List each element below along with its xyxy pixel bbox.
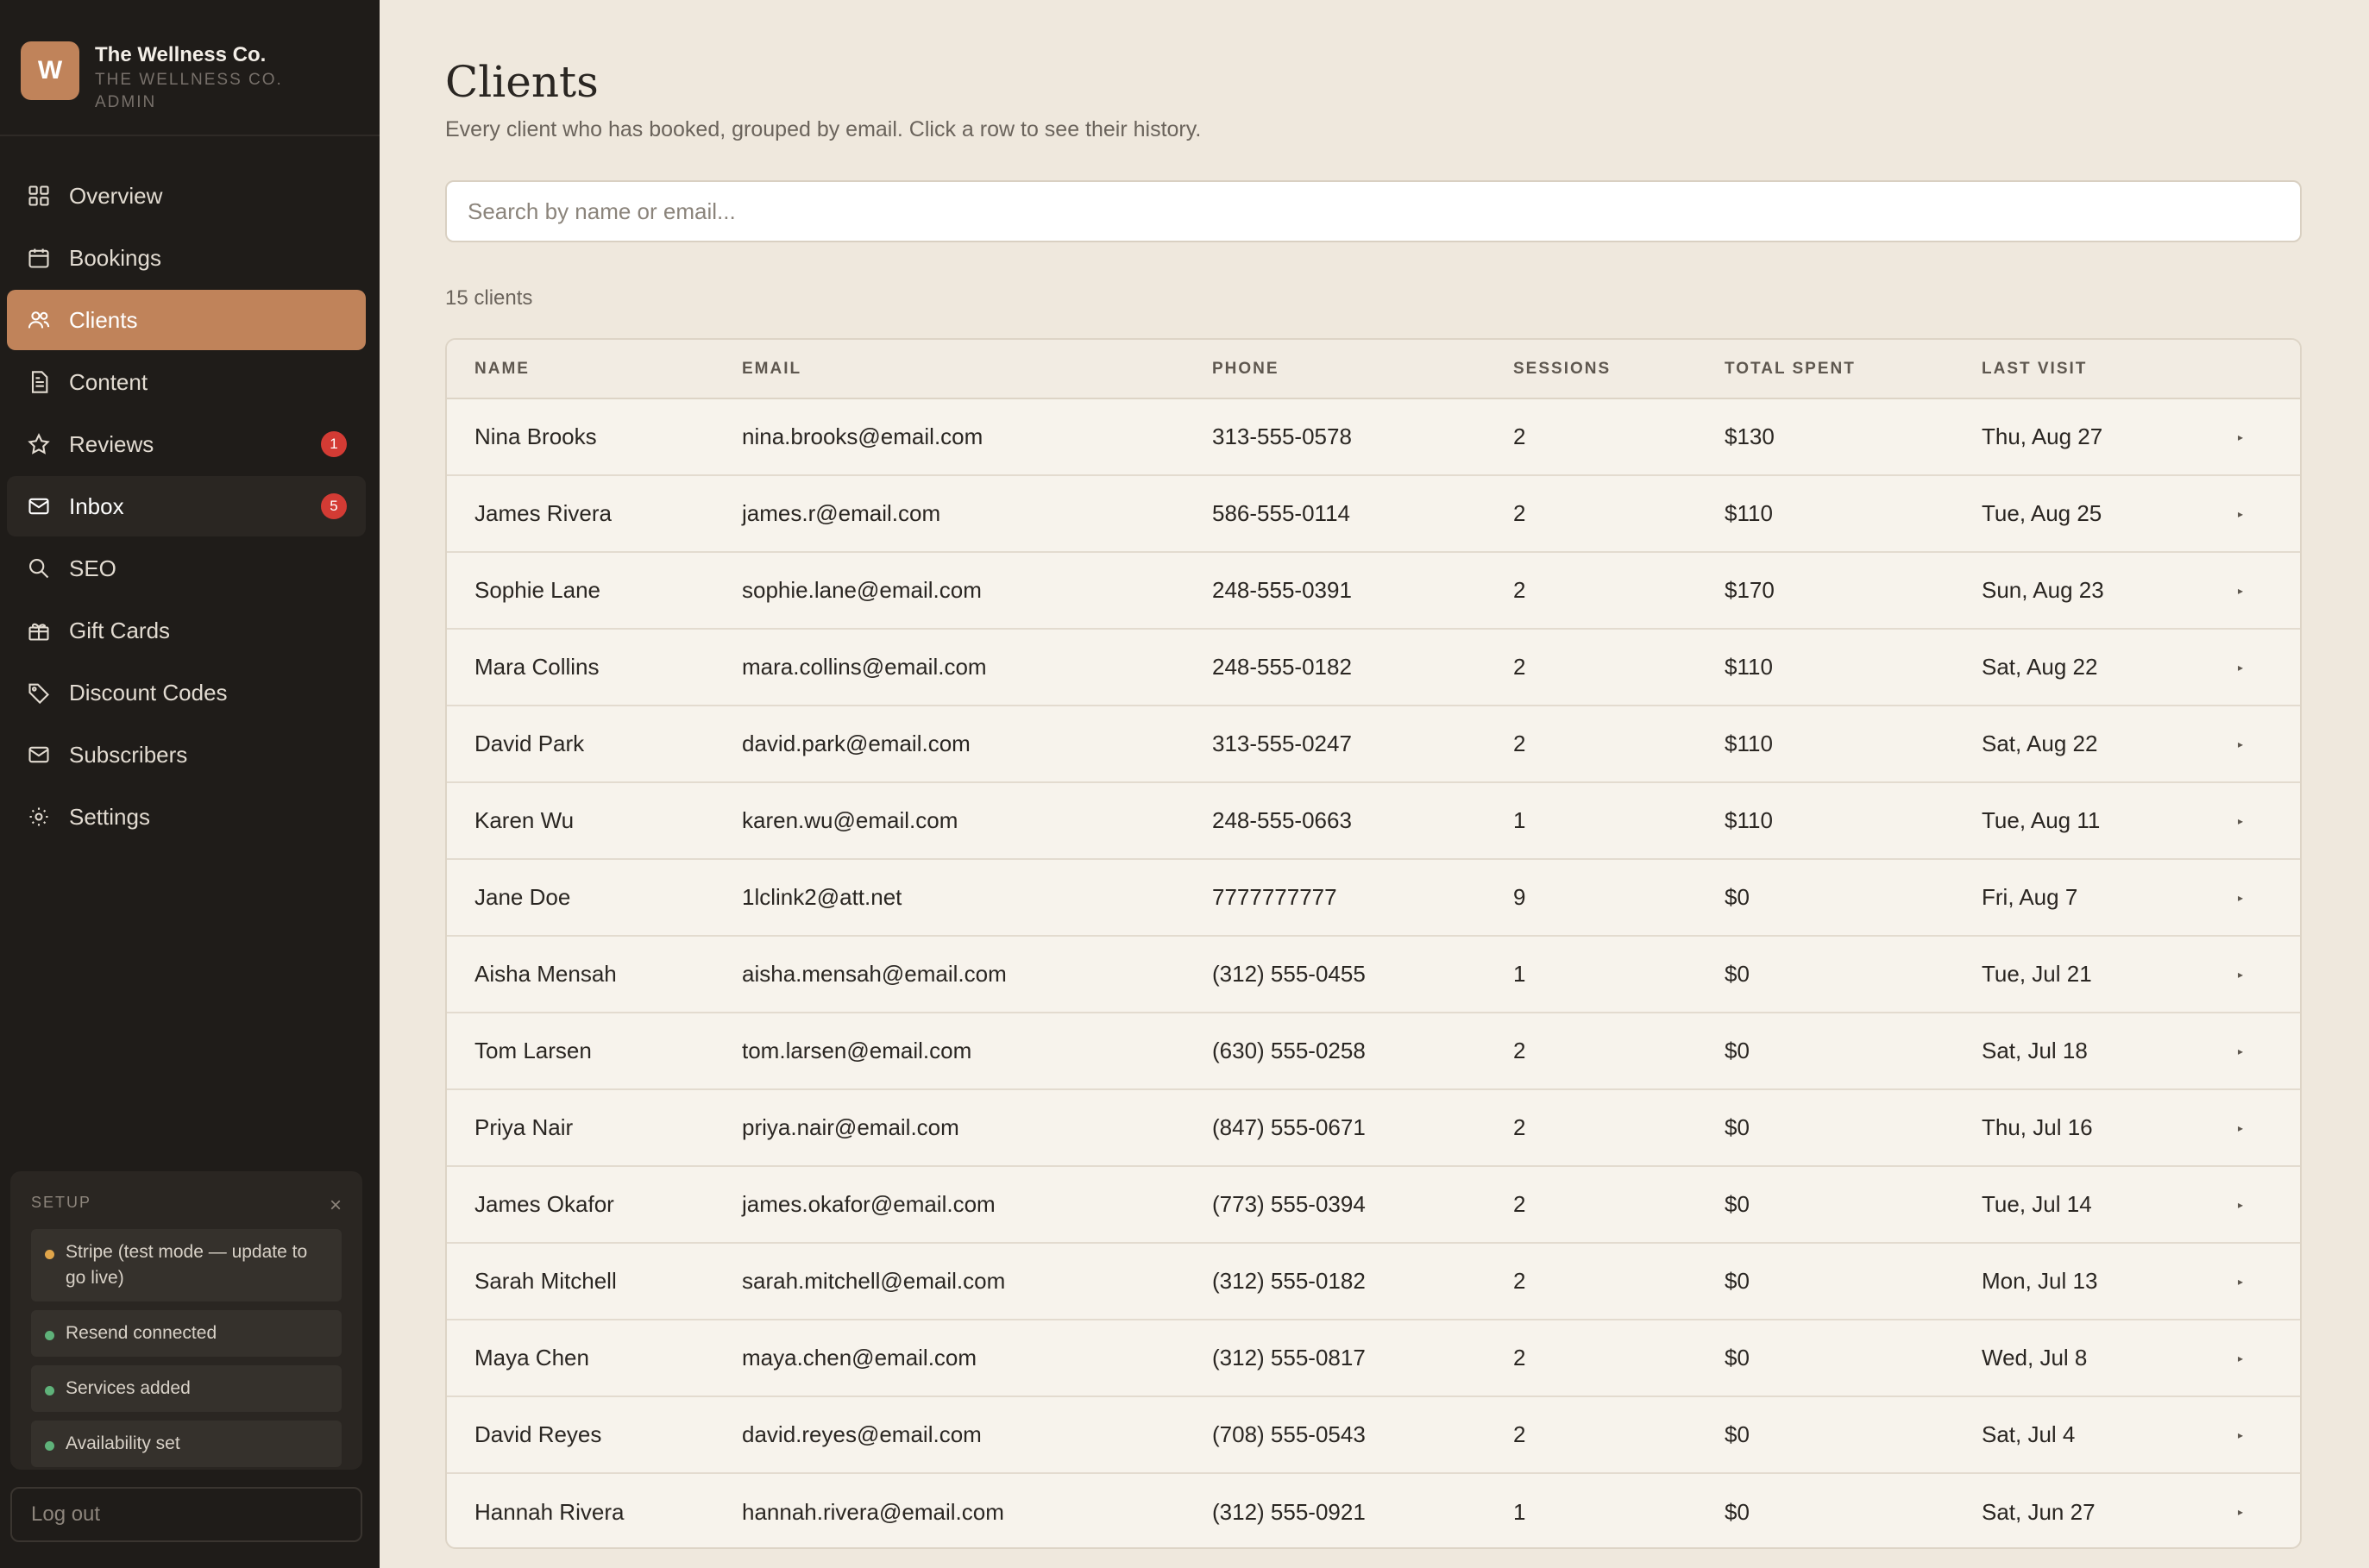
client-sessions: 2 <box>1513 629 1725 706</box>
client-phone: (312) 555-0921 <box>1212 1498 1366 1525</box>
client-sessions: 1 <box>1513 936 1725 1013</box>
client-name: Sophie Lane <box>447 552 742 629</box>
client-email: james.r@email.com <box>742 475 1212 552</box>
calendar-icon <box>26 245 52 271</box>
client-last-visit: Tue, Jul 21 <box>1982 936 2238 1013</box>
sidebar-item-label: Settings <box>69 803 150 830</box>
table-row[interactable] <box>447 1089 2302 1166</box>
tag-icon <box>26 680 52 706</box>
star-icon <box>26 431 52 457</box>
sidebar-item-bookings[interactable] <box>7 228 366 288</box>
client-phone: 248-555-0391 <box>1212 552 1513 629</box>
sidebar-item-settings[interactable] <box>7 787 366 847</box>
client-total-spent: $0 <box>1725 1320 1982 1396</box>
sidebar-item-overview[interactable] <box>7 166 366 226</box>
gift-icon <box>26 618 52 643</box>
client-phone: 248-555-0663 <box>1212 782 1513 859</box>
chevron-right-icon[interactable]: ▸ <box>2238 706 2302 782</box>
brand-role: ADMIN <box>95 93 157 111</box>
client-sessions: 2 <box>1513 475 1725 552</box>
table-row[interactable] <box>447 1396 2302 1473</box>
sidebar-item-label: Overview <box>69 182 163 209</box>
client-phone: 7777777777 <box>1212 859 1513 936</box>
client-sessions: 2 <box>1513 1089 1725 1166</box>
client-name: James Okafor <box>447 1166 742 1243</box>
table-header-row <box>447 340 2302 398</box>
client-phone: (312) 555-0817 <box>1212 1320 1513 1396</box>
table-row[interactable] <box>447 629 2302 706</box>
client-email: tom.larsen@email.com <box>742 1013 1212 1089</box>
client-phone: (312) 555-0182 <box>1212 1243 1513 1320</box>
search-icon <box>26 555 52 581</box>
client-last-visit: Sat, Aug 22 <box>1982 629 2238 706</box>
client-phone: 313-555-0578 <box>1212 398 1513 475</box>
sidebar-item-inbox[interactable] <box>7 476 366 536</box>
status-dot-ok <box>45 1441 54 1451</box>
client-sessions: 2 <box>1513 706 1725 782</box>
client-sessions: 2 <box>1513 1013 1725 1089</box>
client-last-visit: Sat, Aug 22 <box>1982 706 2238 782</box>
client-email: david.reyes@email.com <box>742 1396 1212 1473</box>
client-email: priya.nair@email.com <box>742 1089 1212 1166</box>
main-content <box>380 0 2369 1568</box>
sidebar-nav <box>0 166 380 847</box>
chevron-right-icon[interactable]: ▸ <box>2238 1243 2302 1320</box>
setup-item-label: Resend connected <box>66 1323 217 1343</box>
client-phone: (773) 555-0394 <box>1212 1166 1513 1243</box>
client-total-spent: $110 <box>1725 475 1982 552</box>
client-last-visit: Wed, Jul 8 <box>1982 1320 2238 1396</box>
client-sessions: 2 <box>1513 1166 1725 1243</box>
sidebar-item-label: Inbox <box>69 492 124 519</box>
client-phone: (847) 555-0671 <box>1212 1089 1513 1166</box>
column-header-last-visit[interactable]: LAST VISIT <box>1982 340 2238 398</box>
client-phone: 313-555-0247 <box>1212 706 1513 782</box>
chevron-right-icon[interactable]: ▸ <box>2238 629 2302 706</box>
column-header-phone[interactable]: PHONE <box>1212 340 1513 398</box>
chevron-right-icon[interactable]: ▸ <box>2238 475 2302 552</box>
client-email: maya.chen@email.com <box>742 1320 1212 1396</box>
sidebar-item-content[interactable] <box>7 352 366 412</box>
client-sessions: 2 <box>1513 1320 1725 1396</box>
client-total-spent: $110 <box>1725 629 1982 706</box>
grid-icon <box>26 183 52 209</box>
setup-item-resend[interactable] <box>31 1310 342 1357</box>
chevron-right-icon[interactable]: ▸ <box>2238 859 2302 936</box>
brand-subtitle: THE WELLNESS CO. <box>95 71 283 89</box>
sidebar-item-label: Bookings <box>69 244 161 271</box>
client-count: 15 clients <box>445 286 533 310</box>
users-icon <box>26 307 52 333</box>
sidebar-item-label: SEO <box>69 555 116 581</box>
client-last-visit: Sun, Aug 23 <box>1982 552 2238 629</box>
setup-item-availability[interactable] <box>31 1421 342 1467</box>
sidebar-item-discount-codes[interactable] <box>7 662 366 723</box>
client-last-visit: Sat, Jul 4 <box>1982 1396 2238 1473</box>
search-input[interactable] <box>445 180 2302 242</box>
client-last-visit: Fri, Aug 7 <box>1982 859 2238 936</box>
chevron-right-icon[interactable]: ▸ <box>2238 1166 2302 1243</box>
sidebar-item-label: Subscribers <box>69 741 188 768</box>
status-dot-warning <box>45 1250 54 1259</box>
close-icon[interactable]: × <box>329 1194 342 1217</box>
client-name: Nina Brooks <box>447 398 742 475</box>
client-sessions: 2 <box>1513 552 1725 629</box>
client-name: Tom Larsen <box>447 1013 742 1089</box>
client-name: Priya Nair <box>447 1089 742 1166</box>
status-dot-ok <box>45 1331 54 1340</box>
client-phone: 248-555-0182 <box>1212 629 1513 706</box>
client-name: Maya Chen <box>447 1320 742 1396</box>
client-email: sarah.mitchell@email.com <box>742 1243 1212 1320</box>
client-email: james.okafor@email.com <box>742 1166 1212 1243</box>
sun-gear-icon <box>26 804 52 830</box>
client-total-spent: $0 <box>1725 1498 1750 1525</box>
client-name: Aisha Mensah <box>447 936 742 1013</box>
chevron-right-icon[interactable]: ▸ <box>2238 1396 2302 1473</box>
client-email: hannah.rivera@email.com <box>742 1498 1004 1525</box>
client-name: Jane Doe <box>447 859 742 936</box>
sidebar-item-label: Clients <box>69 306 138 333</box>
client-total-spent: $0 <box>1725 936 1982 1013</box>
setup-title: SETUP <box>31 1194 92 1211</box>
table-row[interactable] <box>447 936 2302 1013</box>
sidebar-item-label: Reviews <box>69 430 154 457</box>
client-name: James Rivera <box>447 475 742 552</box>
table-row[interactable] <box>447 552 2302 629</box>
client-email: karen.wu@email.com <box>742 782 1212 859</box>
client-total-spent: $110 <box>1725 706 1982 782</box>
chevron-right-icon[interactable]: ▸ <box>2238 782 2302 859</box>
client-email: nina.brooks@email.com <box>742 398 1212 475</box>
table-row[interactable] <box>447 1473 2302 1549</box>
chevron-right-icon[interactable]: ▸ <box>2238 1320 2302 1396</box>
client-name: Mara Collins <box>447 629 742 706</box>
table-row[interactable] <box>447 1166 2302 1243</box>
client-total-spent: $0 <box>1725 1089 1982 1166</box>
sidebar <box>0 0 380 1568</box>
client-sessions: 2 <box>1513 398 1725 475</box>
client-last-visit: Tue, Jul 14 <box>1982 1166 2238 1243</box>
client-last-visit: Thu, Jul 16 <box>1982 1089 2238 1166</box>
sidebar-item-label: Discount Codes <box>69 679 228 706</box>
mail-icon <box>26 493 52 519</box>
column-header-name[interactable]: NAME <box>447 340 742 398</box>
chevron-right-icon[interactable]: ▸ <box>2238 552 2302 629</box>
sidebar-item-label: Content <box>69 368 148 395</box>
client-total-spent: $0 <box>1725 1013 1982 1089</box>
table-row[interactable] <box>447 398 2302 475</box>
client-name: Hannah Rivera <box>474 1498 625 1525</box>
brand-header <box>0 0 380 136</box>
sidebar-item-clients[interactable] <box>7 290 366 350</box>
client-total-spent: $130 <box>1725 398 1982 475</box>
clients-table <box>445 338 2302 1549</box>
client-phone: (708) 555-0543 <box>1212 1396 1513 1473</box>
client-phone: 586-555-0114 <box>1212 475 1513 552</box>
client-email: david.park@email.com <box>742 706 1212 782</box>
client-last-visit: Tue, Aug 11 <box>1982 782 2238 859</box>
sidebar-item-reviews[interactable] <box>7 414 366 474</box>
table-row[interactable] <box>447 859 2302 936</box>
brand-logo: W <box>21 41 79 100</box>
client-sessions: 1 <box>1513 1498 1526 1525</box>
client-total-spent: $110 <box>1725 782 1982 859</box>
client-last-visit: Sat, Jun 27 <box>1982 1498 2096 1525</box>
client-last-visit: Sat, Jul 18 <box>1982 1013 2238 1089</box>
sidebar-item-label: Gift Cards <box>69 617 171 643</box>
column-header-total-spent[interactable]: TOTAL SPENT <box>1725 340 1982 398</box>
client-email: aisha.mensah@email.com <box>742 936 1212 1013</box>
chevron-right-icon[interactable]: ▸ <box>2238 1506 2244 1518</box>
table-row[interactable] <box>447 1243 2302 1320</box>
sidebar-item-subscribers[interactable] <box>7 724 366 785</box>
page-title: Clients <box>445 57 599 107</box>
setup-item-services[interactable] <box>31 1365 342 1412</box>
envelope-icon <box>26 742 52 768</box>
client-sessions: 9 <box>1513 859 1725 936</box>
inbox-badge: 5 <box>321 493 347 519</box>
client-total-spent: $0 <box>1725 859 1982 936</box>
client-last-visit: Tue, Aug 25 <box>1982 475 2238 552</box>
chevron-right-icon[interactable]: ▸ <box>2238 1013 2302 1089</box>
client-email: 1lclink2@att.net <box>742 859 1212 936</box>
sidebar-item-gift-cards[interactable] <box>7 600 366 661</box>
client-email: sophie.lane@email.com <box>742 552 1212 629</box>
document-icon <box>26 369 52 395</box>
column-header-email[interactable]: EMAIL <box>742 340 1212 398</box>
column-header-sessions[interactable]: SESSIONS <box>1513 340 1725 398</box>
client-sessions: 2 <box>1513 1243 1725 1320</box>
client-name: David Reyes <box>447 1396 742 1473</box>
client-total-spent: $0 <box>1725 1396 1982 1473</box>
chevron-right-icon[interactable]: ▸ <box>2238 936 2302 1013</box>
client-phone: (630) 555-0258 <box>1212 1013 1513 1089</box>
table-row[interactable] <box>447 475 2302 552</box>
setup-item-label: Services added <box>66 1378 191 1398</box>
table-row[interactable] <box>447 706 2302 782</box>
client-phone: (312) 555-0455 <box>1212 936 1513 1013</box>
logout-button[interactable]: Log out <box>10 1487 362 1542</box>
client-name: David Park <box>447 706 742 782</box>
setup-item-stripe[interactable] <box>31 1229 342 1301</box>
client-sessions: 1 <box>1513 782 1725 859</box>
client-total-spent: $0 <box>1725 1243 1982 1320</box>
client-email: mara.collins@email.com <box>742 629 1212 706</box>
client-last-visit: Thu, Aug 27 <box>1982 398 2238 475</box>
table-row[interactable] <box>447 1013 2302 1089</box>
setup-item-label: Availability set <box>66 1433 180 1453</box>
column-header-actions <box>2238 340 2302 398</box>
client-last-visit: Mon, Jul 13 <box>1982 1243 2238 1320</box>
client-total-spent: $170 <box>1725 552 1982 629</box>
client-name: Sarah Mitchell <box>447 1243 742 1320</box>
table-row[interactable] <box>447 1320 2302 1396</box>
brand-name: The Wellness Co. <box>95 43 267 66</box>
status-dot-ok <box>45 1386 54 1396</box>
page-subtitle: Every client who has booked, grouped by email. Click a row to see their history. <box>445 117 1202 141</box>
client-total-spent: $0 <box>1725 1166 1982 1243</box>
client-name: Karen Wu <box>447 782 742 859</box>
sidebar-item-seo[interactable] <box>7 538 366 599</box>
chevron-right-icon[interactable]: ▸ <box>2238 398 2302 475</box>
setup-item-label: Stripe (test mode — update to go live) <box>66 1242 308 1288</box>
reviews-badge: 1 <box>321 431 347 457</box>
chevron-right-icon[interactable]: ▸ <box>2238 1089 2302 1166</box>
setup-panel <box>10 1171 362 1470</box>
table-row[interactable] <box>447 782 2302 859</box>
client-sessions: 2 <box>1513 1396 1725 1473</box>
